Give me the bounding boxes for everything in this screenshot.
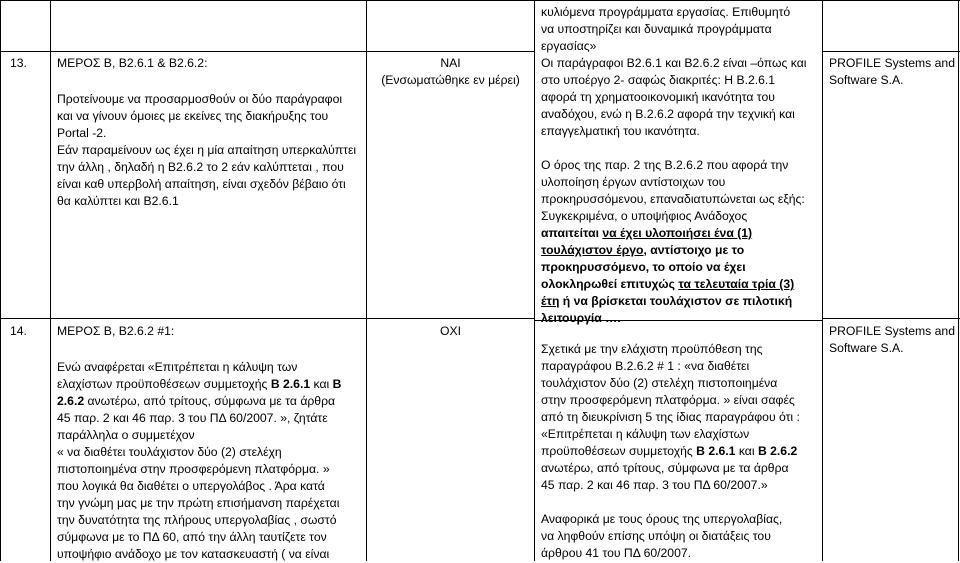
justification-line: «Επιτρέπεται η κάλυψη των ελαχίστων: [541, 427, 750, 441]
requirement-line: [541, 225, 822, 242]
column-divider: [50, 0, 51, 561]
proposal-line: την δυνατότητα της πλήρους υπεργολαβίας , σωστό: [57, 513, 337, 527]
row-13-number: 13.: [10, 56, 27, 70]
row-divider: [0, 318, 535, 319]
justification-line: από τη διευκρίνιση 5 της ίδιας παραγράφου ότι :: [541, 410, 800, 424]
proposal-line: θα καλύπτει και Β2.6.1: [57, 194, 179, 208]
row-14-justification: [541, 341, 822, 562]
requirement-line: [541, 242, 822, 259]
table-border-left: [0, 0, 1, 561]
proposal-line: και να γίνουν όμοιες με εκείνες της διακήρυξης του: [57, 109, 329, 123]
justification-line: τουλάχιστον δύο (2) στελέχη πιστοποιημένα: [541, 376, 778, 390]
proposal-ref: Β 2.6.1: [270, 377, 311, 391]
source-line: Software S.A.: [829, 341, 904, 355]
justification-ref: Β 2.6.1: [696, 444, 736, 458]
justification-line: να ληφθούν επίσης υπόψη οι διατάξεις του: [541, 529, 771, 543]
justification-line: στην προσφερόμενη πλατφόρμα. » είναι σαφές: [541, 393, 795, 407]
source-line: PROFILE Systems and: [829, 324, 955, 338]
answer-value: ΝΑΙ: [440, 56, 461, 70]
requirement-line: προκηρυσσόμενο, το οποίο να έχει: [541, 260, 746, 274]
justification-line: Σχετικά με την ελάχιστη προϋπόθεση της: [541, 342, 763, 356]
source-line: Software S.A.: [829, 73, 904, 87]
column-divider: [822, 0, 823, 561]
justification-line: παραγράφου Β.2.6.2 # 1 : «να διαθέτει: [541, 359, 750, 373]
proposal-line: σύμφωνα με το ΠΔ 60, από την άλλη ταυτίζετε τον: [57, 530, 327, 544]
justification-line: να υποστηρίζει και δυναμικά προγράμματα: [541, 22, 772, 36]
justification-line: προκηρυσσόμενου, επαναδιατυπώνεται ως εξής:: [541, 192, 805, 206]
justification-line: Ο όρος της παρ. 2 της Β.2.6.2 που αφορά την: [541, 158, 789, 172]
proposal-line: Εάν παραμείνουν ως έχει η μία απαίτηση υπερκαλύπτει: [57, 143, 357, 157]
justification-line: 45 παρ. 2 και 46 παρ. 3 του ΠΔ 60/2007.»: [541, 478, 768, 492]
requirement-text: , αντίστοιχο με το: [643, 243, 745, 257]
proposal-line: την γνώμη μας με την πρώτη επισήμανση παρέχεται: [57, 496, 340, 510]
requirement-line: [541, 276, 822, 293]
proposal-line: 45 παρ. 2 και 46 παρ. 3 του ΠΔ 60/2007. », ζητάτε: [57, 411, 328, 425]
justification-line: κυλιόμενα προγράμματα εργασίας. Επιθυμητό: [541, 5, 791, 19]
justification-line: Αναφορικά με τους όρους της υπεργολαβίας,: [541, 512, 783, 526]
justification-text: προϋποθέσεων συμμετοχής: [541, 444, 697, 458]
row-14-source: [829, 323, 955, 357]
proposal-line: Ενώ αναφέρεται «Επιτρέπεται η κάλυψη των: [57, 360, 298, 374]
answer-note: (Ενσωματώθηκε εν μέρει): [381, 73, 520, 87]
justification-line: Οι παράγραφοι Β2.6.1 και Β2.6.2 είναι –όπως και: [541, 56, 807, 70]
table-border-top: [0, 0, 960, 1]
requirement-text: ή να βρίσκεται τουλάχιστον σε πιλοτική: [559, 294, 793, 308]
row-13-justification: [541, 4, 822, 327]
proposal-ref: Β: [332, 377, 342, 391]
row-13-source: [829, 55, 955, 89]
justification-ref: Β 2.6.2: [757, 444, 798, 458]
proposal-line: [57, 376, 363, 393]
column-divider: [534, 0, 535, 561]
source-line: PROFILE Systems and: [829, 56, 955, 70]
justification-line: [541, 443, 822, 460]
proposal-line: υποψήφιο ανάδοχο με τον κατασκευαστή ( να είναι: [57, 547, 330, 561]
row-divider: [822, 318, 960, 319]
justification-line: άρθρου 41 του ΠΔ 60/2007.: [541, 546, 692, 560]
requirement-text: ολοκληρωθεί επιτυχώς: [541, 277, 679, 291]
proposal-line: είναι καθ υπερβολή απαίτηση, είναι σχεδόν βέβαιο ότι: [57, 177, 346, 191]
row-13-answer: [367, 55, 534, 89]
proposal-line: που λογικά θα διαθέτει ο υπεργολάβος . Άρα κατά: [57, 479, 325, 493]
proposal-text: και: [310, 377, 333, 391]
requirement-underlined: να έχει υλοποιήσει ένα (1): [602, 226, 753, 240]
row-14-proposal-heading: ΜΕΡΟΣ Β, Β2.6.2 #1:: [57, 324, 175, 338]
justification-line: αναδόχου, ενώ η Β.2.6.2 αφορά την τεχνική και: [541, 107, 795, 121]
justification-line: στο υποέργο 2- σαφώς διακριτές: Η Β.2.6.1: [541, 73, 776, 87]
proposal-line: την άλλη , δηλαδή η Β2.6.2 το 2 εάν καλύπτεται , που: [57, 160, 344, 174]
proposal-line: [57, 393, 363, 410]
proposal-text: ελαχίστων προϋποθέσεων συμμετοχής: [57, 377, 271, 391]
requirement-underlined: τουλάχιστον έργο: [541, 243, 644, 257]
requirement-underlined: τα τελευταία τρία (3): [678, 277, 795, 291]
proposal-text: ανωτέρω, από τρίτους, σύμφωνα με τα άρθρα: [84, 394, 336, 408]
justification-line: υλοποίηση έργων αντίστοιχων του: [541, 175, 726, 189]
justification-line: Συγκεκριμένα, ο υποψήφιος Ανάδοχος: [541, 209, 748, 223]
row-14-number: 14.: [10, 324, 27, 338]
row-13-proposal-heading: ΜΕΡΟΣ Β, Β2.6.1 & Β2.6.2:: [57, 56, 208, 70]
row-divider: [822, 51, 960, 52]
requirement-underlined: έτη: [541, 294, 560, 308]
row-divider: [0, 51, 535, 52]
row-14-proposal: [57, 323, 363, 563]
proposal-line: « να διαθέτει τουλάχιστον δύο (2) στελέχη: [57, 445, 282, 459]
justification-line: επαγγελματική του ικανότητα.: [541, 124, 700, 138]
proposal-line: Portal -2.: [57, 126, 107, 140]
requirement-text: απαιτείται: [541, 226, 603, 240]
justification-line: αφορά τη χρηματοοικονομική ικανότητα του: [541, 90, 775, 104]
row-14-answer: ΟΧΙ: [440, 324, 461, 338]
requirement-line: [541, 293, 822, 310]
requirement-line: λειτουργία ….: [541, 311, 621, 325]
justification-text: και: [735, 444, 758, 458]
proposal-line: παράλληλα ο συμμετέχον: [57, 428, 195, 442]
proposal-line: Προτείνουμε να προσαρμοσθούν οι δύο παράγραφοι: [57, 92, 343, 106]
table-border-right: [958, 0, 959, 561]
justification-line: εργασίας»: [541, 39, 597, 53]
proposal-line: πιστοποιημένα στην προσφερόμενη πλατφόρμα. »: [57, 462, 330, 476]
proposal-ref: 2.6.2: [57, 394, 85, 408]
row-13-proposal: [57, 55, 363, 317]
justification-line: ανωτέρω, από τρίτους, σύμφωνα με τα άρθρα: [541, 461, 789, 475]
